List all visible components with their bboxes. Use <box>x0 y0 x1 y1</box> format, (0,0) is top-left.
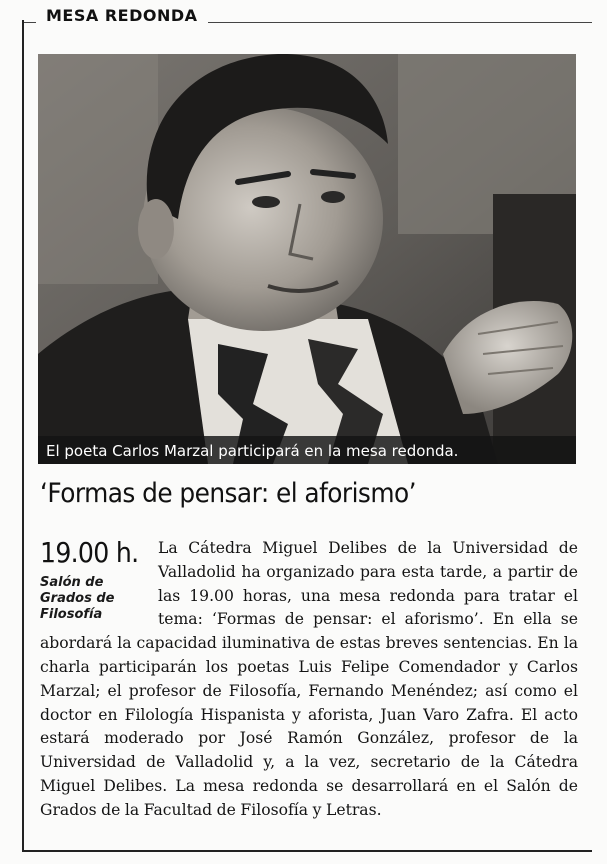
frame-left-rule <box>22 20 24 852</box>
article-body-text: La Cátedra Miguel Delibes de la Universidad de Valladolid ha organizado para esta tarde, a partir de las 19.00 horas, una mesa redonda para tratar el tema: ‘Formas de pensar: el aforismo’. En ella se abordará la capacidad iluminativa de estas breves sentencias. En la charla participarán los poetas Luis Felipe Comendador y Carlos Marzal; el profesor de Filosofía, Fernando Menéndez; así como el doctor en Filología Hispanista y aforista, Juan Varo Zafra. El acto estará moderado por José Ramón González, profesor de la Universidad de Valladolid y, a la vez, secretario de la Cátedra Miguel Delibes. La mesa redonda se desarrollará en el Salón de Grados de la Facultad de Filosofía y Letras. <box>40 539 578 819</box>
section-label: MESA REDONDA <box>36 4 208 28</box>
frame-bottom-rule <box>22 850 592 852</box>
event-time: 19.00 h. <box>40 536 139 569</box>
event-venue: Salón de Grados de Filosofía <box>40 575 115 622</box>
article-photo <box>38 54 576 464</box>
article-headline: ‘Formas de pensar: el aforismo’ <box>40 478 416 509</box>
photo-caption: El poeta Carlos Marzal participará en la mesa redonda. <box>46 442 459 460</box>
portrait-image <box>38 54 576 464</box>
